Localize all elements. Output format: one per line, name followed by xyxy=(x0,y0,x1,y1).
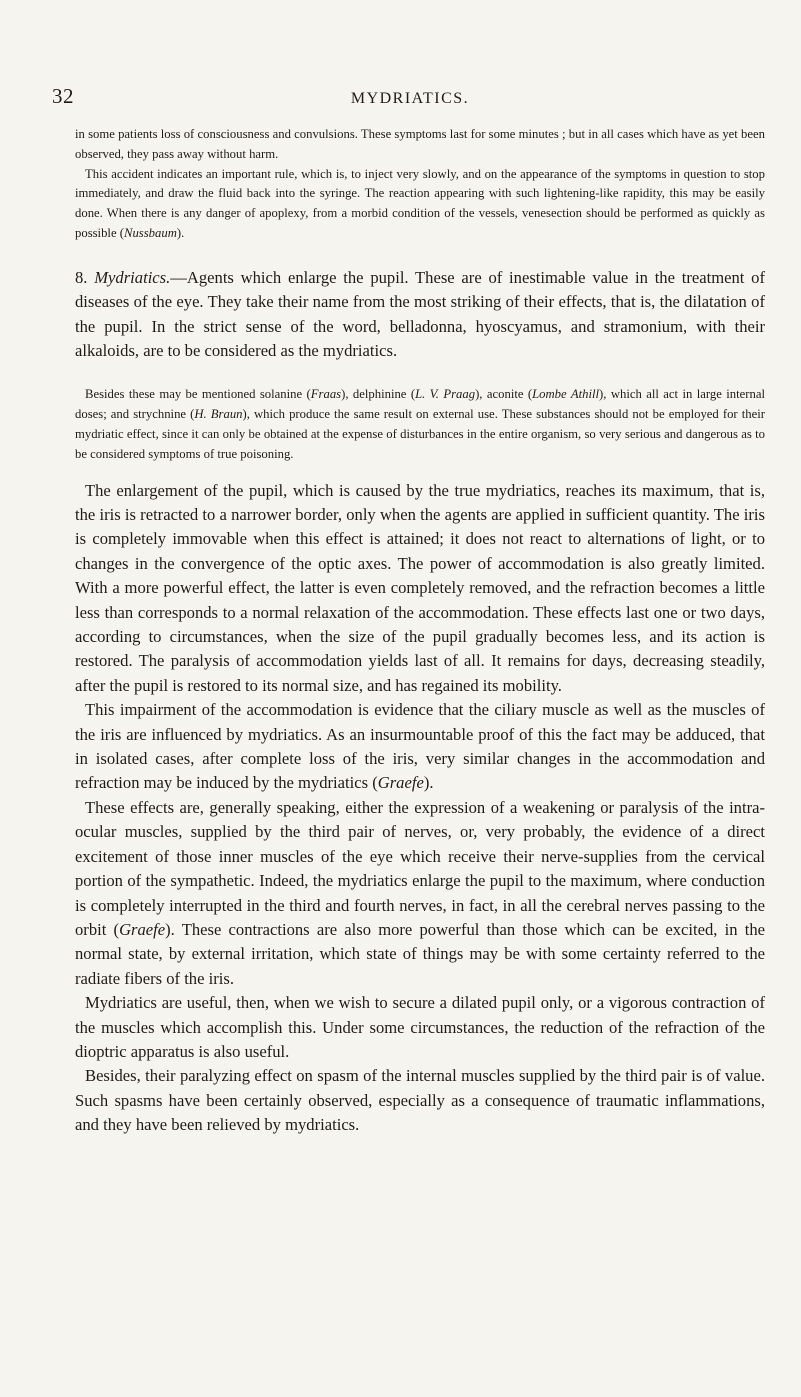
text-run: ), aconite ( xyxy=(475,387,533,402)
text-run: ). These contractions are also more powerful than those which can be excited, in the normal state, by external irritation, which state of things may be with some certainty referred to the radiate fibers of the iris. xyxy=(75,919,765,988)
section-text: —Agents which enlarge the pupil. These are of inestimable value in the treatment of diseases of the eye. They take their name from the most striking of their effects, that is, the dilatation of the pupil. In the strict sense of the word, belladonna, hyoscyamus, and stramonium, with their alkaloids, are to be considered as the mydriatics. xyxy=(75,267,765,360)
text-run: This impairment of the accommodation is evidence that the ciliary muscle as well as the muscles of the iris are influenced by mydriatics. As an insurmountable proof of this the fact may be adduced, that in isolated cases, after complete loss of the iris, very similar changes in the accommodation and refraction may be induced by the mydriatics ( xyxy=(75,700,765,793)
text-run: ). xyxy=(176,225,185,240)
citation: Fraas xyxy=(310,387,342,402)
paragraph-small-3 xyxy=(75,385,765,464)
paragraph-large-4: Mydriatics are useful, then, when we wish to secure a dilated pupil only, or a vigorous contraction of the muscles which accomplish this. Under some circumstances, the reduction of the refraction of the dioptric apparatus is also useful. xyxy=(75,993,765,1061)
citation: L. V. Praag xyxy=(415,387,476,402)
text-run: These effects are, generally speaking, either the expression of a weakening or paralysis of the intra-ocular muscles, supplied by the third pair of nerves, or, very probably, the evidence of a direct excitement of those inner muscles of the eye which receive their nerve-supplies from the cervical portion of the sympathetic. Indeed, the mydriatics enlarge the pupil to the maximum, where conduction is completely interrupted in the third and fourth nerves, in fact, in all the cerebral nerves passing to the orbit ( xyxy=(75,797,765,939)
text-run: ). xyxy=(423,773,434,793)
page-body xyxy=(75,125,765,1138)
page-number: 32 xyxy=(52,84,74,108)
paragraph-small-1: in some patients loss of consciousness and convulsions. These symptoms last for some minutes ; but in all cases which have as yet been observed, they pass away without harm. xyxy=(75,127,765,161)
section-number: 8. xyxy=(75,267,88,287)
paragraph-large-5: Besides, their paralyzing effect on spasm of the internal muscles supplied by the third pair is of value. Such spasms have been certainly observed, especially as a consequence of traumatic inflammations, and they have been relieved by mydriatics. xyxy=(75,1066,765,1135)
text-run: This accident indicates an important rule, which is, to inject very slowly, and on the appearance of the symptoms in question to stop immediately, and draw the fluid back into the syringe. The reaction appearing with such lightening-like rapidity, this may be easily done. When there is any danger of apoplexy, from a morbid condition of the vessels, venesection should be performed as quickly as possible ( xyxy=(75,166,765,240)
text-run: Besides these may be mentioned solanine ( xyxy=(85,387,311,402)
paragraph-large-3 xyxy=(75,796,765,991)
citation: H. Braun xyxy=(194,407,243,422)
section-8-paragraph xyxy=(75,266,765,364)
paragraph-large-2 xyxy=(75,698,765,796)
citation: Nussbaum xyxy=(124,225,177,240)
text-run: ), delphinine ( xyxy=(341,387,416,402)
paragraph-small-2 xyxy=(75,165,765,244)
running-head: MYDRIATICS. xyxy=(350,90,470,107)
citation: Graefe xyxy=(119,919,166,939)
citation: Graefe xyxy=(377,773,424,793)
text-run: ), which all act in large internal doses; and strychnine ( xyxy=(75,387,765,422)
paragraph-large-1: The enlargement of the pupil, which is caused by the true mydriatics, reaches its maximum, that is, the iris is retracted to a narrower border, only when the agents are applied in sufficient quantity. The iris is completely immovable when this effect is attained; it does not react to alternations of light, or to changes in the convergence of the optic axes. The power of accommodation is also greatly limited. With a more powerful effect, the latter is even completely removed, and the refraction becomes a little less than corresponds to a normal relaxation of the accommodation. These effects last one or two days, according to circumstances, when the size of the pupil gradually becomes less, and its action is restored. The paralysis of accommodation yields last of all. It remains for days, decreasing steadily, after the pupil is restored to its normal size, and has regained its mobility. xyxy=(75,480,765,695)
section-title: Mydriatics. xyxy=(94,267,171,287)
page-header xyxy=(52,84,768,114)
text-run: ), which produce the same result on external use. These substances should not be employed for their mydriatic effect, since it can only be obtained at the expense of disturbances in the entire organism, so very serious and dangerous as to be considered symptoms of true poisoning. xyxy=(75,407,765,461)
citation: Lombe Athill xyxy=(532,387,600,402)
